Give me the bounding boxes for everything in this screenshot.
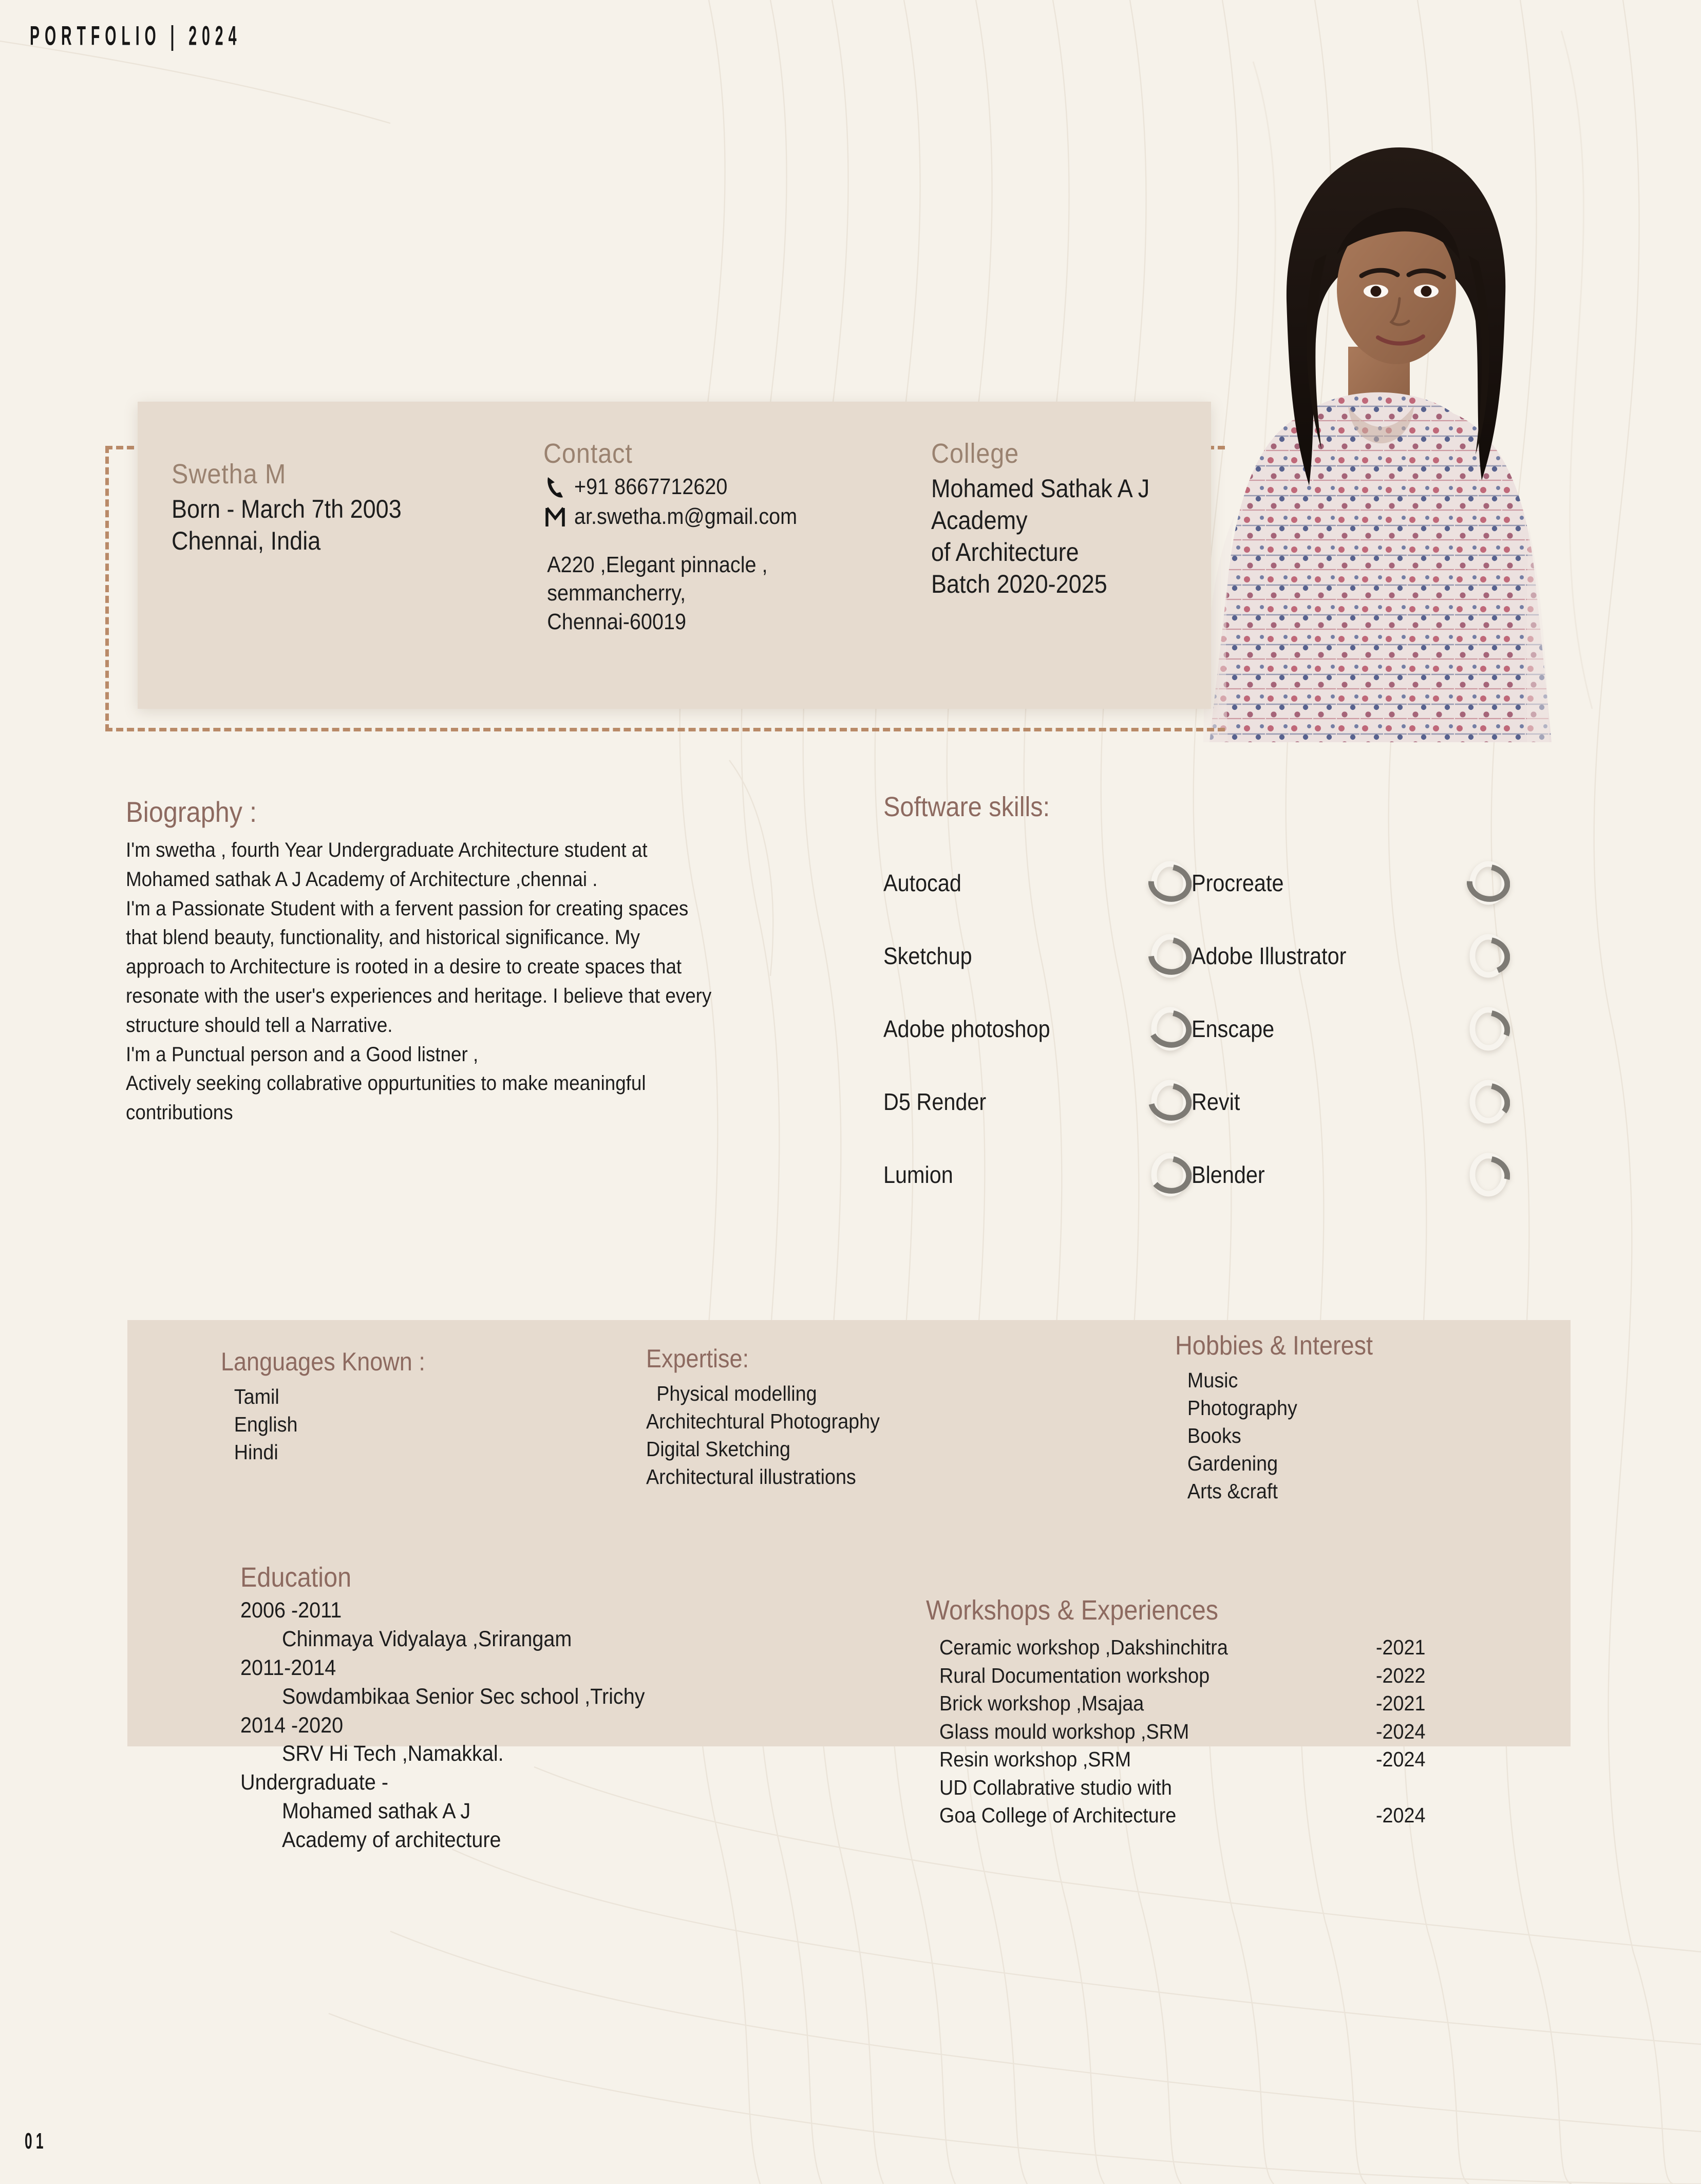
- skill-level-ring: [1467, 1077, 1510, 1126]
- biography-heading: Biography :: [126, 796, 257, 828]
- college-line-1: Mohamed Sathak A J: [931, 474, 1150, 503]
- hobby-item: Books: [1187, 1424, 1241, 1448]
- profile-photo: [1194, 126, 1564, 742]
- language-item: Hindi: [234, 1440, 278, 1464]
- education-year: 2014 -2020: [240, 1712, 344, 1738]
- expertise-item: Architectural illustrations: [646, 1465, 856, 1489]
- languages-block: [221, 1347, 448, 1466]
- education-school: Mohamed sathak A J: [281, 1799, 471, 1824]
- skill-label: Revit: [1192, 1088, 1240, 1115]
- skill-label: Blender: [1192, 1161, 1265, 1188]
- expertise-block: [646, 1344, 900, 1491]
- skill-item: [883, 846, 1192, 919]
- college-block: [931, 438, 1250, 600]
- workshop-year: -2022: [1376, 1663, 1426, 1687]
- workshop-row: [939, 1662, 1453, 1690]
- info-card: [138, 402, 1211, 709]
- skill-item: [1192, 919, 1510, 992]
- workshop-row: [939, 1718, 1453, 1746]
- college-line-3: of Architecture: [931, 538, 1079, 567]
- skill-item: [883, 1065, 1192, 1138]
- contact-address-line-2: semmancherry,: [547, 580, 686, 606]
- expertise-item: Physical modelling: [656, 1382, 817, 1405]
- hobby-item: Arts &craft: [1187, 1479, 1278, 1503]
- skill-level-ring: [1148, 1077, 1192, 1126]
- hobbies-block: [1175, 1330, 1395, 1505]
- workshop-name: Resin workshop ,SRM: [939, 1747, 1131, 1772]
- expertise-heading: Expertise:: [646, 1344, 749, 1373]
- workshop-row: [939, 1689, 1453, 1718]
- workshop-name: Ceramic workshop ,Dakshinchitra: [939, 1635, 1228, 1659]
- skill-label: D5 Render: [883, 1088, 987, 1115]
- skill-level-ring: [1467, 858, 1510, 908]
- skill-label: Procreate: [1192, 870, 1284, 896]
- skill-item: [1192, 846, 1510, 919]
- contact-email: ar.swetha.m@gmail.com: [574, 504, 798, 530]
- skill-item: [883, 919, 1192, 992]
- gmail-icon: [543, 502, 567, 531]
- skill-level-ring: [1467, 931, 1510, 981]
- details-panel: [127, 1320, 1571, 1853]
- skill-level-ring: [1148, 931, 1192, 981]
- skill-label: Sketchup: [883, 943, 972, 969]
- workshop-name: Brick workshop ,Msajaa: [939, 1691, 1144, 1716]
- skill-label: Adobe photoshop: [883, 1015, 1050, 1042]
- skill-item: [1192, 1138, 1510, 1211]
- workshop-name: UD Collabrative studio with: [939, 1775, 1172, 1799]
- workshop-row: [939, 1801, 1453, 1830]
- hobby-item: Music: [1187, 1368, 1238, 1392]
- profile-block: [172, 458, 490, 557]
- skill-level-ring: [1467, 1004, 1510, 1053]
- workshop-row: [939, 1745, 1453, 1774]
- workshops-heading: Workshops & Experiences: [926, 1595, 1219, 1626]
- software-skills-heading: Software skills:: [883, 792, 1050, 822]
- biography-section: [126, 795, 768, 1127]
- phone-icon: [543, 473, 567, 501]
- workshop-year: -2024: [1376, 1719, 1426, 1743]
- profile-location: Chennai, India: [172, 526, 321, 555]
- biography-paragraph-2: I'm a Passionate Student with a fervent passion for creating spaces that blend beauty, functionality, and historical significance. My approach to Architecture is rooted in a desire to create spaces that resonate with the user's experiences and heritage. I believe that every structure should tell a Narrative.: [126, 897, 712, 1037]
- contact-block: [543, 438, 872, 636]
- education-heading: Education: [240, 1562, 352, 1593]
- profile-name: Swetha M: [172, 459, 287, 489]
- hobbies-heading: Hobbies & Interest: [1175, 1331, 1373, 1361]
- page-title: PORTFOLIO | 2024: [30, 20, 242, 51]
- education-school: Academy of architecture: [281, 1828, 501, 1853]
- workshop-year: -2021: [1376, 1691, 1426, 1716]
- workshop-year: -2024: [1376, 1803, 1426, 1828]
- workshops-block: [926, 1594, 1453, 1830]
- college-line-4: Batch 2020-2025: [931, 570, 1107, 598]
- biography-paragraph-1: I'm swetha , fourth Year Undergraduate Architecture student at Mohamed sathak A J Academy of Architecture ,chennai .: [126, 839, 648, 891]
- education-year: Undergraduate -: [240, 1770, 389, 1795]
- skill-level-ring: [1148, 1150, 1192, 1199]
- workshop-name: Goa College of Architecture: [939, 1803, 1177, 1828]
- skill-label: Enscape: [1192, 1015, 1275, 1042]
- college-heading: College: [931, 438, 1019, 469]
- education-block: [240, 1561, 680, 1855]
- skill-label: Adobe Illustrator: [1192, 943, 1347, 969]
- workshop-name: Glass mould workshop ,SRM: [939, 1719, 1189, 1743]
- contact-phone: +91 8667712620: [574, 474, 728, 500]
- skill-level-ring: [1467, 1150, 1510, 1199]
- software-skills-grid: [883, 846, 1613, 1211]
- college-line-2: Academy: [931, 506, 1028, 535]
- hobby-item: Gardening: [1187, 1452, 1278, 1476]
- skill-item: [1192, 992, 1510, 1065]
- education-year: 2011-2014: [240, 1655, 336, 1680]
- skill-label: Autocad: [883, 870, 961, 896]
- skill-item: [883, 1138, 1192, 1211]
- language-item: English: [234, 1413, 298, 1437]
- languages-heading: Languages Known :: [221, 1347, 425, 1376]
- skill-item: [883, 992, 1192, 1065]
- biography-paragraph-3: I'm a Punctual person and a Good listner ,: [126, 1043, 479, 1066]
- workshop-name: Rural Documentation workshop: [939, 1663, 1210, 1687]
- workshop-year: -2021: [1376, 1635, 1426, 1659]
- expertise-item: Digital Sketching: [646, 1437, 790, 1461]
- software-skills-section: [883, 791, 1613, 1211]
- education-school: Chinmaya Vidyalaya ,Srirangam: [281, 1626, 572, 1651]
- education-school: SRV Hi Tech ,Namakkal.: [281, 1741, 504, 1766]
- education-school: Sowdambikaa Senior Sec school ,Trichy: [281, 1684, 645, 1709]
- contact-address-line-1: A220 ,Elegant pinnacle ,: [547, 552, 768, 577]
- contact-address-line-3: Chennai-60019: [547, 609, 687, 634]
- expertise-item: Architechtural Photography: [646, 1409, 880, 1434]
- skill-label: Lumion: [883, 1161, 953, 1188]
- skill-level-ring: [1148, 858, 1192, 908]
- workshop-row: [939, 1633, 1453, 1662]
- language-item: Tamil: [234, 1385, 279, 1408]
- profile-born: Born - March 7th 2003: [172, 495, 402, 523]
- workshop-row: [939, 1774, 1453, 1802]
- contact-email-row[interactable]: [543, 502, 872, 531]
- biography-paragraph-4: Actively seeking collabrative oppurtunities to make meaningful contributions: [126, 1072, 646, 1124]
- skill-level-ring: [1148, 1004, 1192, 1053]
- contact-heading: Contact: [543, 438, 633, 469]
- education-year: 2006 -2011: [240, 1598, 342, 1623]
- workshop-year: -2024: [1376, 1747, 1426, 1772]
- contact-phone-row[interactable]: [543, 473, 872, 501]
- page-number: 01: [25, 2129, 47, 2154]
- hobby-item: Photography: [1187, 1396, 1297, 1420]
- skill-item: [1192, 1065, 1510, 1138]
